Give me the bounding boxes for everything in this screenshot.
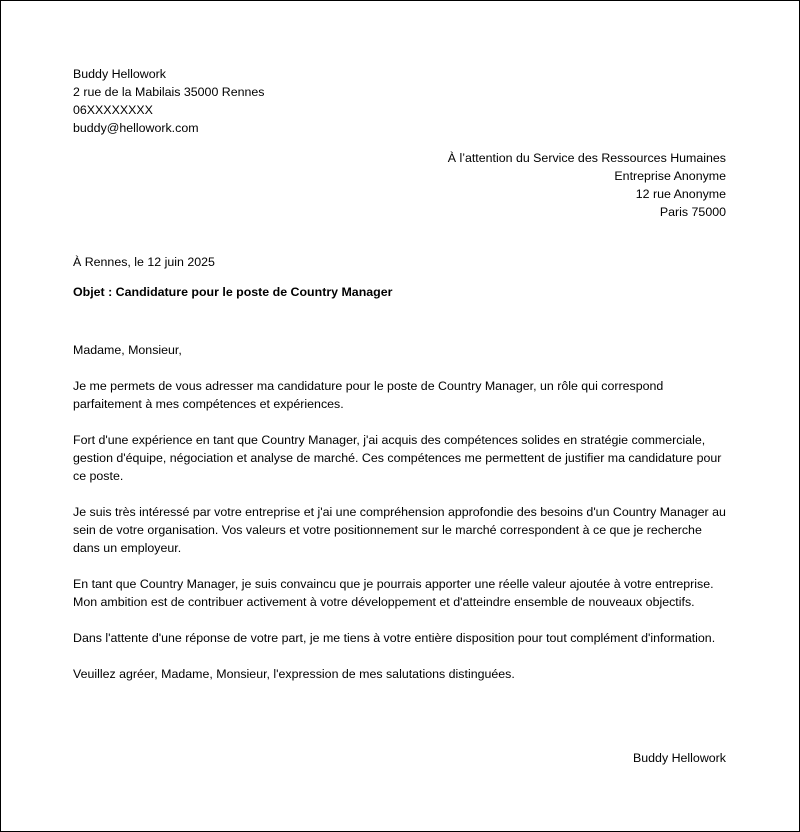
- body-paragraph: Je suis très intéressé par votre entreprise et j'ai une compréhension approfondie des besoins d'un Country Manager au sein de votre organisation. Vos valeurs et votre positionnement sur le marché correspondent à ce que je recherche dans un employeur.: [73, 505, 726, 555]
- recipient-block: [448, 149, 726, 221]
- recipient-attention: À l’attention du Service des Ressources Humaines: [447, 151, 726, 165]
- salutation: Madame, Monsieur,: [73, 343, 182, 357]
- sender-phone: 06XXXXXXXX: [73, 103, 153, 117]
- body-paragraph: En tant que Country Manager, je suis convaincu que je pourrais apporter une réelle valeur ajoutée à votre entreprise. Mon ambition est de contribuer activement à votre développement et d'atteindre ensemble de nouveaux objectifs.: [73, 577, 714, 609]
- recipient-street: 12 rue Anonyme: [635, 187, 726, 201]
- signature: Buddy Hellowork: [633, 751, 726, 765]
- date-line: À Rennes, le 12 juin 2025: [73, 255, 215, 269]
- recipient-company: Entreprise Anonyme: [614, 169, 726, 183]
- body-paragraph: Fort d'une expérience en tant que Country Manager, j'ai acquis des compétences solides en stratégie commerciale, gestion d'équipe, négociation et analyse de marché. Ces compétences me permettent de justifier ma candidature pour ce poste.: [73, 433, 722, 483]
- sender-email: buddy@hellowork.com: [73, 121, 199, 135]
- letter-body: [73, 341, 729, 701]
- body-paragraph: Je me permets de vous adresser ma candidature pour le poste de Country Manager, un rôle qui correspond parfaitement à mes compétences et expériences.: [73, 379, 664, 411]
- sender-address: 2 rue de la Mabilais 35000 Rennes: [73, 85, 265, 99]
- sender-name: Buddy Hellowork: [73, 67, 166, 81]
- subject-line: Objet : Candidature pour le poste de Country Manager: [73, 285, 393, 299]
- sender-block: [73, 65, 265, 137]
- recipient-city: Paris 75000: [659, 205, 726, 219]
- closing-paragraph: Veuillez agréer, Madame, Monsieur, l'expression de mes salutations distinguées.: [73, 667, 515, 681]
- body-paragraph: Dans l'attente d'une réponse de votre part, je me tiens à votre entière disposition pour tout complément d'information.: [73, 631, 716, 645]
